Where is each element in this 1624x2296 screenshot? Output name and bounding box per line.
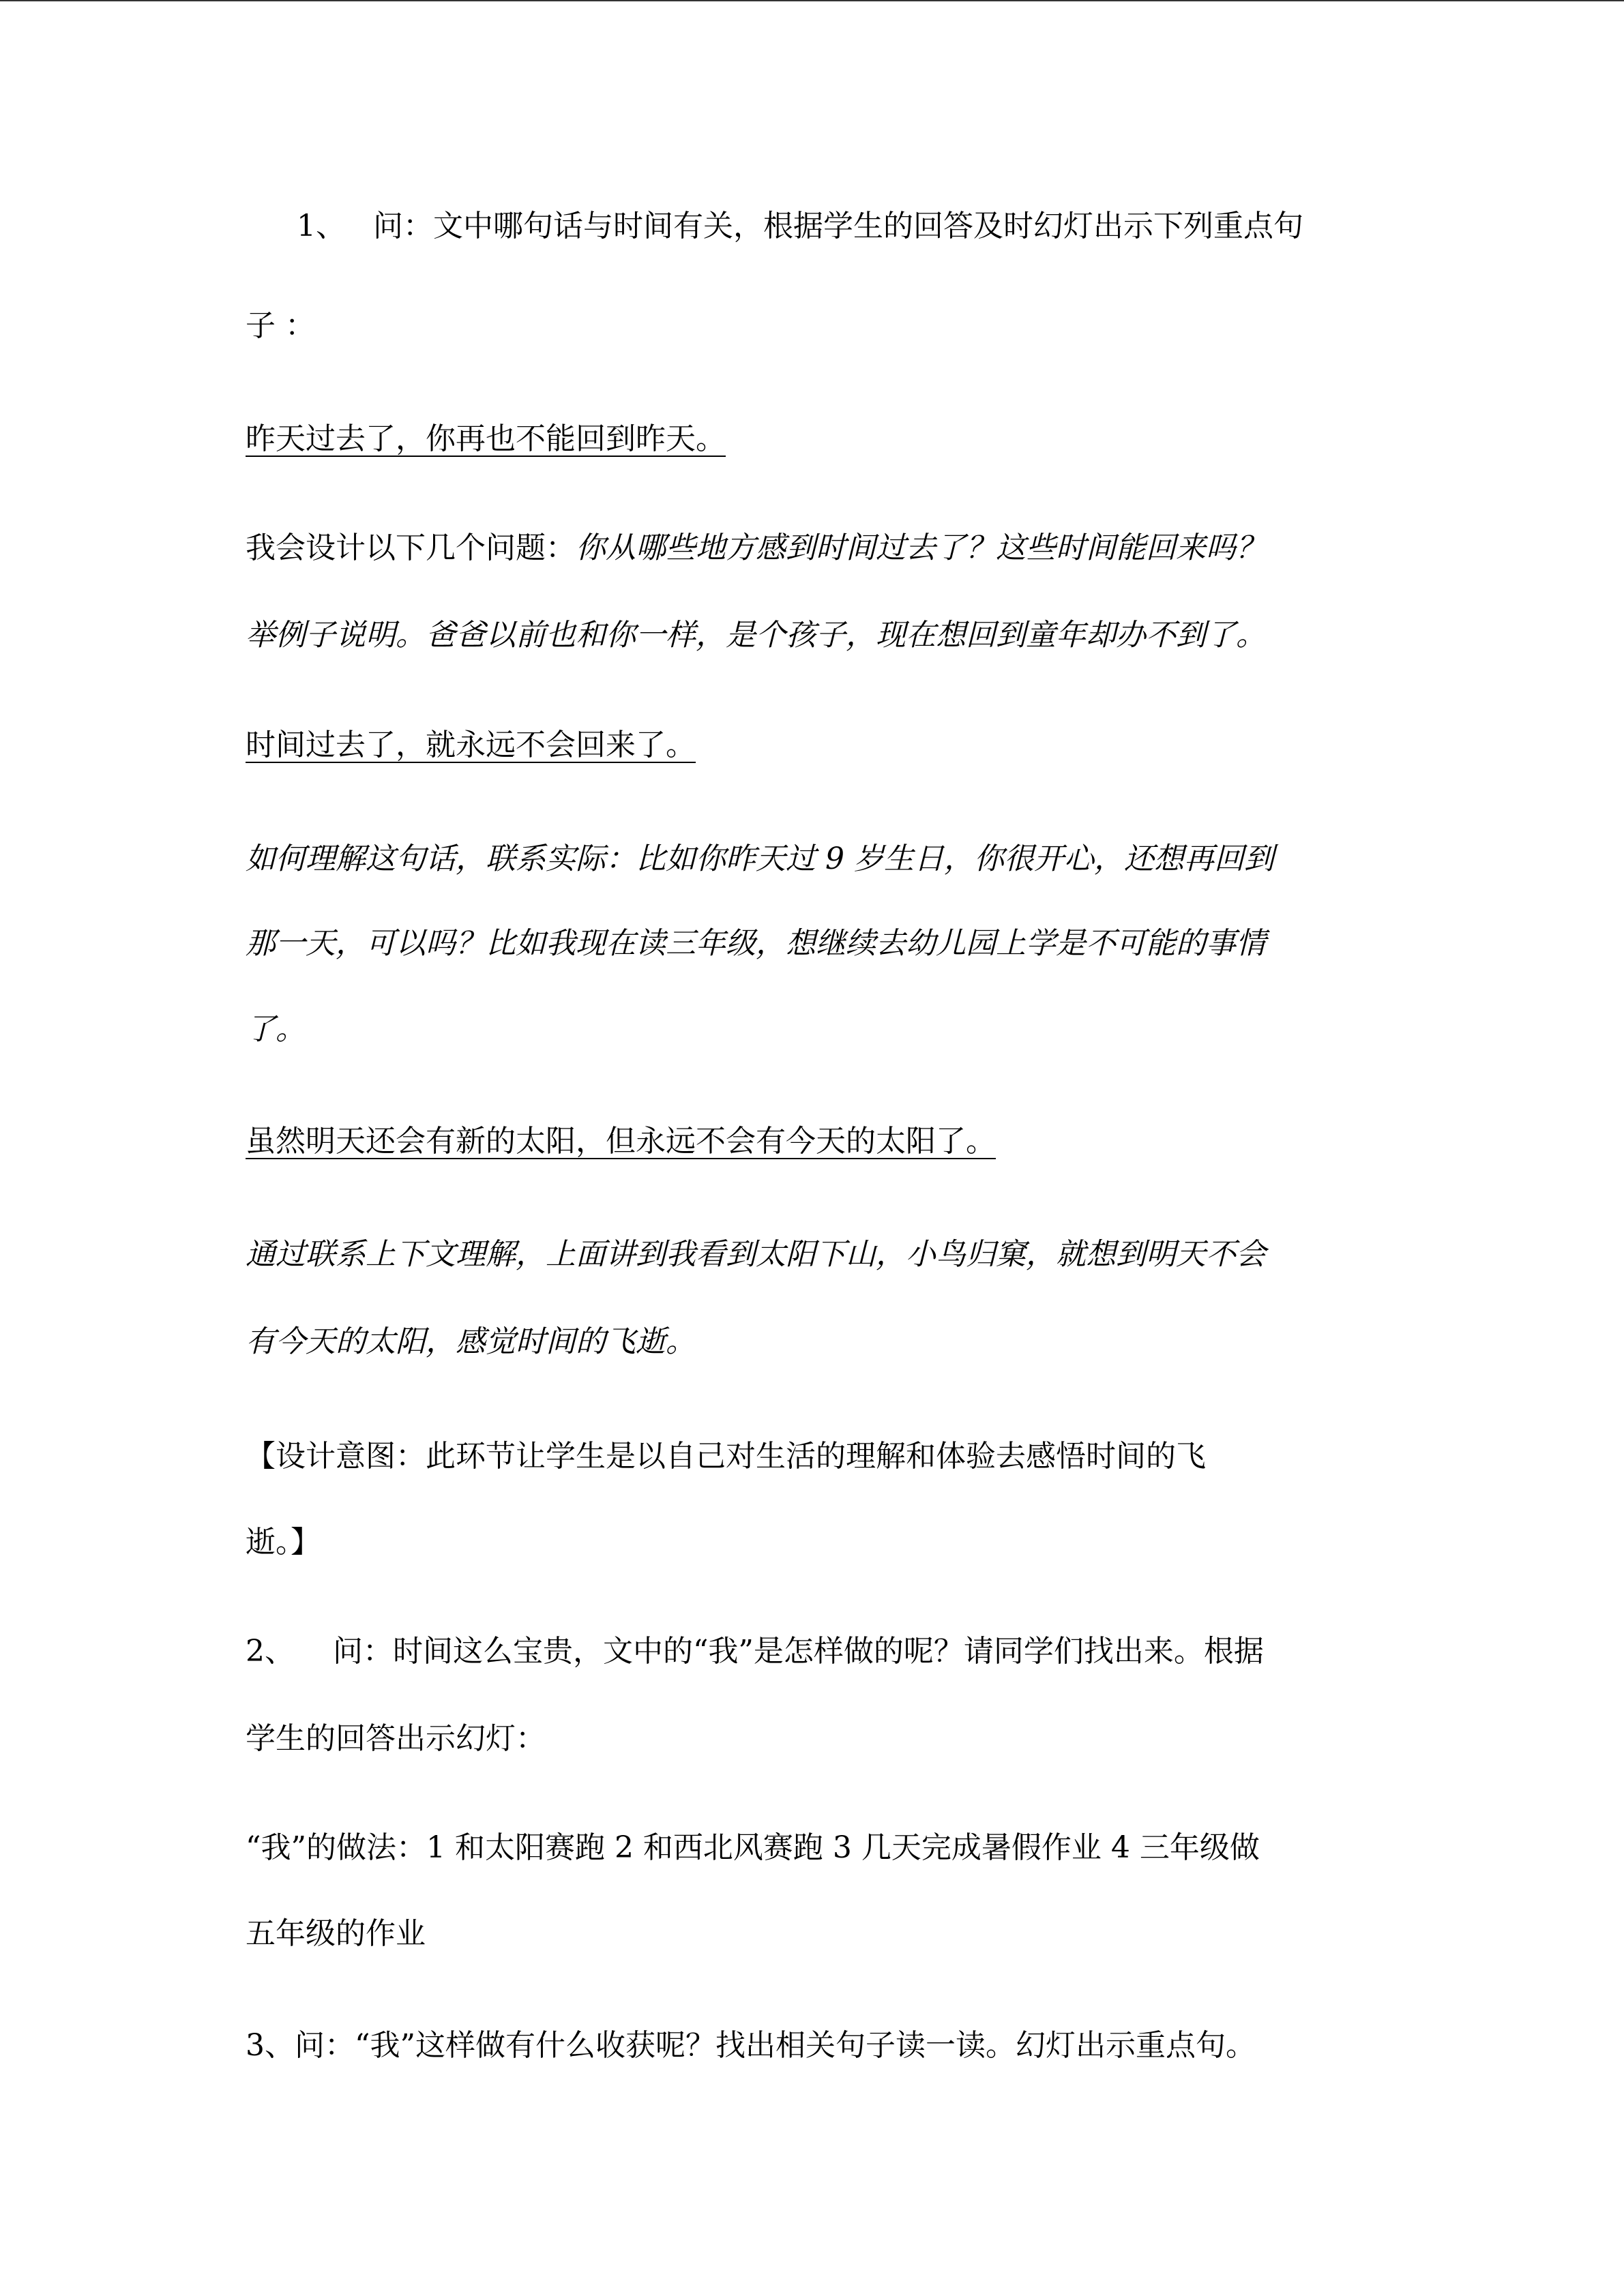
explanation-3-line-1: 通过联系上下文理解，上面讲到我看到太阳下山，小鸟归窠，就想到明天不会	[246, 1237, 1266, 1272]
question-1-line-2: 子 ：	[246, 308, 315, 343]
explanation-2-line-1: 如何理解这句话，联系实际：比如你昨天过 9 岁生日，你很开心，还想再回到	[246, 841, 1274, 876]
example-line: 举例子说明。爸爸以前也和你一样，是个孩子，现在想回到童年却办不到了。	[246, 618, 1266, 653]
key-sentence-1: 昨天过去了，你再也不能回到昨天。	[246, 421, 726, 456]
key-sentence-3: 虽然明天还会有新的太阳，但永远不会有今天的太阳了。	[246, 1124, 996, 1159]
key-sentence-2: 时间过去了，就永远不会回来了。	[246, 728, 696, 762]
question-2-line-2: 学生的回答出示幻灯：	[246, 1721, 546, 1756]
question-1-text: 问：文中哪句话与时间有关，根据学生的回答及时幻灯出示下列重点句	[373, 209, 1303, 243]
question-3-line: 3、问：“我”这样做有什么收获呢？找出相关句子读一读。幻灯出示重点句。	[246, 2028, 1256, 2063]
question-1-line-1	[297, 206, 1303, 247]
design-questions-text: 你从哪些地方感到时间过去了？这些时间能回来吗？	[576, 531, 1266, 565]
explanation-2-line-2: 那一天，可以吗？比如我现在读三年级，想继续去幼儿园上学是不可能的事情	[246, 926, 1266, 961]
design-intent-line-1: 【设计意图：此环节让学生是以自己对生活的理解和体验去感悟时间的飞	[246, 1439, 1206, 1474]
question-2-line-1: 2、 问：时间这么宝贵，文中的“我”是怎样做的呢？请同学们找出来。根据	[246, 1634, 1264, 1669]
method-line-1: “我”的做法：1 和太阳赛跑 2 和西北风赛跑 3 几天完成暑假作业 4 三年级做	[246, 1830, 1260, 1865]
design-intent-line-2: 逝。】	[246, 1525, 321, 1560]
explanation-3-line-2: 有今天的太阳，感觉时间的飞逝。	[246, 1324, 696, 1359]
question-1-number: 1、	[297, 209, 346, 243]
design-questions-label: 我会设计以下几个问题：	[246, 531, 576, 565]
explanation-2-line-3: 了。	[246, 1012, 306, 1047]
method-line-2: 五年级的作业	[246, 1916, 426, 1951]
design-questions-line	[246, 528, 1266, 569]
